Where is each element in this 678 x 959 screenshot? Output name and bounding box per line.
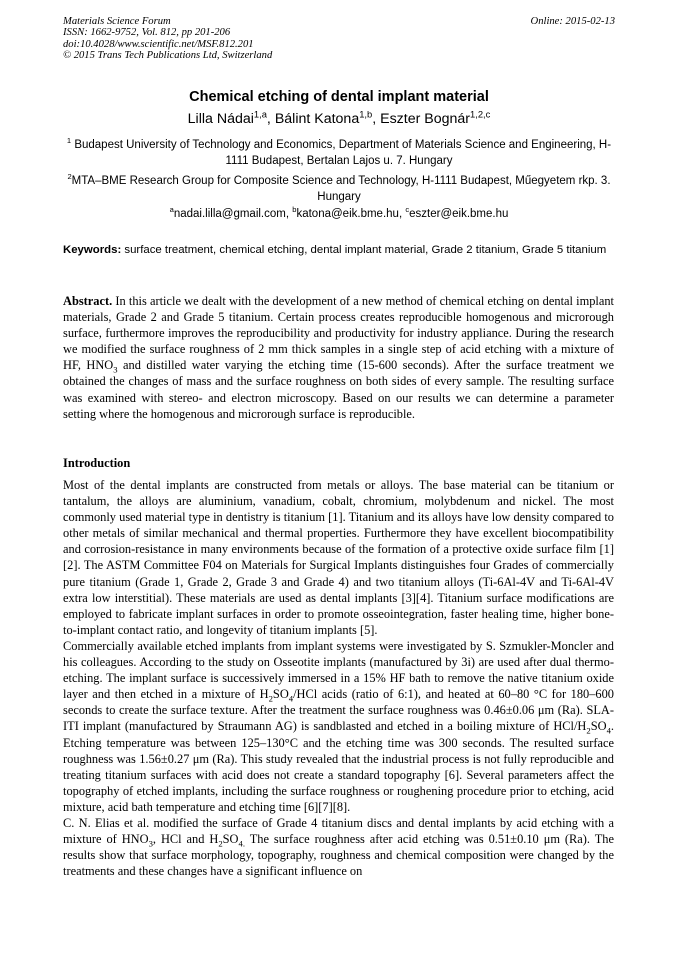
subscript: 2 (218, 838, 223, 849)
journal-name: Materials Science Forum (63, 16, 171, 27)
subscript: 3 (113, 364, 118, 375)
copyright-line: © 2015 Trans Tech Publications Ltd, Switzerland (63, 50, 273, 62)
affiliation (60, 137, 618, 170)
subscript: 2 (268, 693, 273, 704)
keywords-label: Keywords: (63, 244, 122, 256)
keywords-text: surface treatment, chemical etching, dental implant material, Grade 2 titanium, Grade 5 titanium (124, 244, 607, 256)
author-name: Lilla Nádai (187, 111, 254, 127)
issn-line: ISSN: 1662-9752, Vol. 812, pp 201-206 (63, 27, 231, 39)
abstract-block (63, 293, 614, 422)
affiliation-text: Budapest University of Technology and Economics, Department of Materials Science and Engineering, H-1111 Budapest, Bertalan Lajos u. 7. Hungary (74, 139, 612, 168)
email-marker: a (169, 205, 174, 215)
author-affiliation-marker: 1,2,c (470, 109, 491, 120)
author-list: Lilla Nádai$^{1,a}$, Bálint Katona$^{1,b}$, Eszter Bognár$^{1,2,c}$ (187, 109, 491, 127)
paragraph (63, 638, 614, 815)
author-affiliation-marker: 1,b (359, 109, 373, 120)
text-run: /HCl acids (ratio of 6:1), and heated at 60–80 °C for 180–600 seconds to create the surface texture. After the treatment the surface roughness was 0.46±0.06 μm (Ra). SLA-ITI implant (manufactured by Straumann AG) is sandblasted and etched in a boiling mixture of HCl/H (63, 687, 614, 734)
affiliation-marker: 2 (67, 172, 72, 182)
author-name: Bálint Katona (274, 111, 360, 127)
paper-title: Chemical etching of dental implant material (189, 89, 489, 105)
journal-header (63, 16, 615, 62)
text-run: SO (590, 719, 607, 734)
email-address: nadai.lilla@gmail.com (173, 208, 286, 220)
text-run: . Etching temperature was between 125–130°C and the etching time was 300 seconds. The resulted surface roughness was 1.56±0.27 μm (Ra). This study revealed that the industrial process is not fully reproducible and treating titanium surfaces with acid does not create a standard topography [6]. Several parameters affect the topography of etched implants, including the surface roughness or roughening procedure prior to etching, acid mixture, acid bath temperature and etching time [6][7][8]. (63, 719, 614, 814)
paragraph: Most of the dental implants are constructed from metals or alloys. The base material can be titanium or tantalum, the alloys are aluminium, vanadium, cobalt, chromium, molybdenum and nickel. The most commonly used material type in dentistry is titanium [1]. Titanium and its alloys have low density compared to other metals of similar mechanical and thermal properties. Furthermore they have excellent biocompatibility and corrosion-resistance in many environments because of the formation of a protective oxide surface film [1][2]. The ASTM Committee F04 on Materials for Surgical Implants distinguishes four Grades of commercially pure titanium (Grade 1, Grade 2, Grade 3 and Grade 4) and two titanium alloys (Ti-6Al-4V and Ti-6Al-4V extra low interstitial). These materials are used as dental implants [3][4]. Titanium surface modifications are employed to fabricate implant surfaces in order to promote osseointegration, faster healing time, higher bone-to-implant contact ratio, and longevity of titanium implants [5]. (63, 478, 614, 637)
email-marker: b (292, 205, 297, 215)
email-marker: c (405, 205, 410, 215)
subscript: 4 (606, 725, 611, 736)
abstract-text: In this article we dealt with the development of a new method of chemical etching on dental implant materials, Grade 2 and Grade 5 titanium. Certain process creates reproducible homogenous and microrough surface, furthermore improves the reproducibility and productivity for industry appliance. During the research we modified the surface roughness of 2 mm thick samples in a single step of acid etching with a mixture of HF, HNO (63, 294, 614, 373)
email-list: $^a$nadai.lilla@gmail.com, $^b$katona@eik.bme.hu, $^c$eszter@eik.bme.hu (169, 205, 509, 220)
abstract-text: and distilled water varying the etching time (15-600 seconds). After the surface treatment we obtained the changes of mass and the surface roughness on both sides of every sample. The resulting surface was examined with stereo- and electron microscopy. Based on our results we can determine a parameter setting where the homogenous and microrough surface is reproducible. (63, 358, 614, 421)
text-run: C. N. Elias et al. modified the surface of Grade 4 titanium discs and dental implants by acid etching with a mixture of HNO (63, 815, 614, 847)
author-affiliation-marker: 1,a (253, 109, 267, 120)
subscript: 4 (288, 693, 294, 704)
text-run: The surface roughness after acid etching was 0.51±0.10 μm (Ra). The results show that surface morphology, topography, roughness and chemical composition were changed by the treatments and these changes have a significant influence on (63, 832, 614, 879)
doi-line: doi:10.4028/www.scientific.net/MSF.812.201 (63, 38, 254, 50)
section-heading-introduction: Introduction (63, 456, 131, 470)
affiliation (60, 173, 618, 206)
affiliation-marker: 1 (66, 136, 72, 146)
subscript: 4. (238, 838, 245, 849)
paragraph (63, 815, 614, 879)
email-address: eszter@eik.bme.hu (409, 208, 509, 220)
author-name: Eszter Bognár (380, 111, 471, 127)
email-address: katona@eik.bme.hu (296, 208, 399, 220)
affiliation-text: MTA–BME Research Group for Composite Science and Technology, H-1111 Budapest, Műegyetem rkp. 3. Hungary (71, 175, 611, 204)
abstract-label: Abstract. (63, 294, 113, 308)
introduction-body (63, 477, 614, 879)
text-run: Commercially available etched implants from implant systems were investigated by S. Szmukler-Moncler and his colleagues. According to the study on Osseotite implants (manufactured by 3i) are used after dual thermo-etching. The implant surface is successively immersed in a 15% HF bath to remove the native titanium oxide layer and then etched in a mixture of H (63, 638, 614, 702)
online-date: Online: 2015-02-13 (530, 16, 615, 27)
subscript: 3 (148, 838, 153, 849)
text-run: , HCl and H (152, 832, 219, 847)
keywords-block (63, 242, 614, 258)
subscript: 2 (586, 725, 591, 736)
text-run: SO (222, 832, 239, 847)
text-run: SO (272, 687, 289, 702)
